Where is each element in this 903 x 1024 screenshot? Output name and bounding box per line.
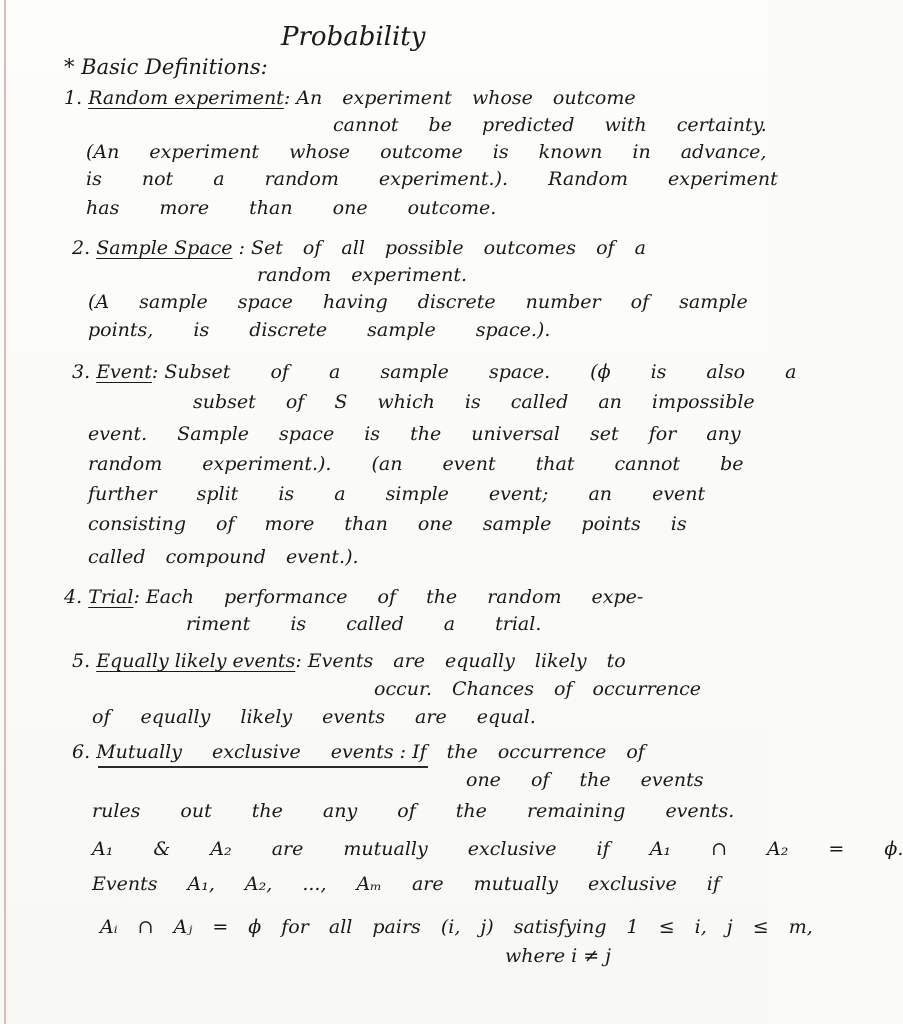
definition-2-text-line-1: Set of all possible outcomes of a (250, 237, 646, 259)
definition-1-number: 1. (64, 87, 83, 109)
definition-6-text-line-5: Events A₁, A₂, ..., Aₘ are mutually exclusive if (92, 873, 720, 895)
definition-3-text-line-4: random experiment.). (an event that cannot be (88, 453, 744, 475)
definition-6-term-underline (98, 766, 428, 768)
definition-6-text-line-4: A₁ & A₂ are mutually exclusive if A₁ ∩ A₂ = ϕ. (92, 838, 903, 860)
definition-1-text-line-4: is not a random experiment.). Random experiment (86, 168, 778, 190)
definition-6-text-line-2: one of the events (466, 769, 704, 791)
definition-1-text-line-1: An experiment whose outcome (296, 87, 636, 109)
definition-5-text-line-2: occur. Chances of occurrence (374, 678, 702, 700)
definition-3-text-line-7: called compound event.). (88, 546, 359, 568)
definition-2-text-line-2: random experiment. (257, 264, 468, 286)
definition-1-text-line-5: has more than one outcome. (86, 197, 497, 219)
definition-3-text-line-6: consisting of more than one sample points is (88, 513, 687, 535)
definition-2-number: 2. (72, 237, 91, 259)
definition-6-term: Mutually exclusive events (96, 741, 394, 763)
definition-2-text-line-3: (A sample space having discrete number of sample (88, 291, 748, 313)
definition-3-term: Event (96, 361, 152, 383)
definition-3-first-line (72, 360, 796, 384)
definition-6-colon: : (399, 741, 407, 763)
definition-3-text-line-1: Subset of a sample space. (ϕ is also a (164, 361, 797, 383)
definition-6-text-line-7: where i ≠ j (505, 945, 612, 967)
definition-6-first-line (72, 740, 645, 764)
page-margin-line (4, 0, 6, 1024)
definition-1-first-line (64, 86, 636, 110)
definition-1-colon: : (283, 87, 291, 109)
definition-1-text-line-3: (An experiment whose outcome is known in advance, (86, 141, 767, 163)
definition-2-first-line (72, 236, 646, 260)
page-title: Probability (281, 22, 426, 52)
definition-4-first-line (64, 585, 643, 609)
definition-2-text-line-4: points, is discrete sample space.). (88, 319, 551, 341)
definition-4-text-line-2: riment is called a trial. (186, 613, 542, 635)
definition-3-text-line-5: further split is a simple event; an event (88, 483, 706, 505)
definition-4-number: 4. (64, 586, 83, 608)
definition-3-text-line-3: event. Sample space is the universal set for any (88, 423, 741, 445)
definition-3-text-line-2: subset of S which is called an impossible (193, 391, 755, 413)
definition-4-colon: : (133, 586, 140, 608)
definition-4-text-line-1: Each performance of the random expe- (145, 586, 644, 608)
definition-6-number: 6. (72, 741, 91, 763)
definition-3-number: 3. (72, 361, 91, 383)
definition-3-colon: : (151, 361, 159, 383)
definition-5-first-line (72, 649, 626, 673)
definition-4-term: Trial (88, 586, 134, 608)
definition-6-text-line-6: Aᵢ ∩ Aⱼ = ϕ for all pairs (i, j) satisfying 1 ≤ i, j ≤ m, (100, 916, 813, 938)
definition-5-number: 5. (72, 650, 91, 672)
definition-2-colon: : (238, 237, 245, 259)
definition-6-text-line-1: If the occurrence of (412, 741, 645, 763)
definition-1-text-line-2: cannot be predicted with certainty. (333, 114, 767, 136)
definition-5-text-line-3: of equally likely events are equal. (92, 706, 536, 728)
definition-1-term: Random experiment (88, 87, 284, 109)
section-heading: * Basic Definitions: (64, 55, 268, 79)
definition-5-term: Equally likely events (96, 650, 296, 672)
definition-2-term: Sample Space (96, 237, 233, 259)
definition-5-colon: : (295, 650, 302, 672)
definition-5-text-line-1: Events are equally likely to (307, 650, 626, 672)
definition-6-text-line-3: rules out the any of the remaining events. (92, 800, 735, 822)
